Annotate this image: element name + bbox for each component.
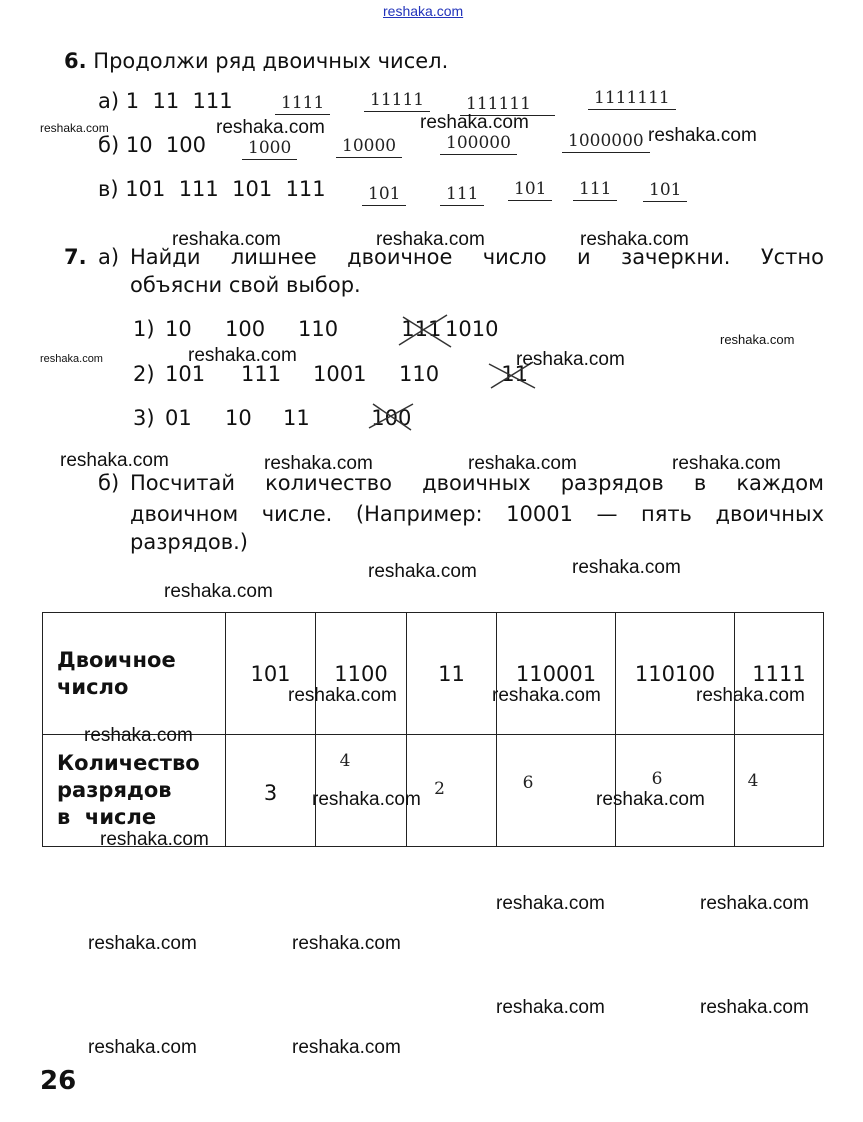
task-7a-text-line2: объясни свой выбор. xyxy=(130,273,361,297)
watermark: reshaka.com xyxy=(700,893,809,914)
row-3-label: 3) xyxy=(133,406,155,430)
watermark: reshaka.com xyxy=(264,453,373,474)
watermark: reshaka.com xyxy=(580,229,689,250)
task-7b-text-line2: двоичном числе. (Например: 10001 — пять двоичных xyxy=(130,502,824,526)
task-7-number: 7. xyxy=(64,245,87,269)
watermark: reshaka.com xyxy=(164,581,273,602)
row-2-item: 111 xyxy=(241,362,282,386)
row-3-item: 10 xyxy=(225,406,252,430)
watermark: reshaka.com xyxy=(292,933,401,954)
watermark: reshaka.com xyxy=(188,345,297,366)
row-2-item-crossed: 11 xyxy=(501,362,528,386)
row-2-label: 2) xyxy=(133,362,155,386)
watermark: reshaka.com xyxy=(496,893,605,914)
watermark: reshaka.com xyxy=(84,725,193,746)
table-row xyxy=(43,613,824,735)
answer-6v-4: 111 xyxy=(573,179,617,201)
binary-number-cell: 1111 xyxy=(735,613,824,735)
watermark: reshaka.com xyxy=(88,1037,197,1058)
task-6v-numbers: 101 111 101 111 xyxy=(125,177,326,201)
row-1-item: 110 xyxy=(298,317,339,341)
answer-6b-2: 10000 xyxy=(336,136,402,158)
row-header: Двоичное число xyxy=(43,613,226,735)
row-3-item: 11 xyxy=(283,406,310,430)
task-6-heading xyxy=(64,49,448,73)
digit-count-cell: 4 xyxy=(735,735,824,847)
watermark: reshaka.com xyxy=(700,997,809,1018)
cross-out-mark xyxy=(365,398,421,434)
watermark: reshaka.com xyxy=(172,229,281,250)
watermark: reshaka.com xyxy=(468,453,577,474)
digit-count-cell: 3 xyxy=(226,735,316,847)
watermark: reshaka.com xyxy=(596,789,705,810)
watermark: reshaka.com xyxy=(312,789,421,810)
task-7a-row-2 xyxy=(133,362,528,386)
watermark: reshaka.com xyxy=(60,450,169,471)
watermark: reshaka.com xyxy=(496,997,605,1018)
answer-6a-4: 1111111 xyxy=(588,88,676,110)
task-6a-label: а) xyxy=(98,89,120,113)
answer-6b-3: 100000 xyxy=(440,133,517,155)
answer-6v-3: 101 xyxy=(508,179,552,201)
answer-6v-5: 101 xyxy=(643,180,687,202)
row-1-item: 100 xyxy=(225,317,266,341)
binary-number-cell: 110100 xyxy=(616,613,735,735)
task-7b-label: б) xyxy=(98,471,120,495)
watermark: reshaka.com xyxy=(696,685,805,706)
task-6a-numbers: 1 11 111 xyxy=(125,89,233,113)
answer-6a-3: 111111 xyxy=(460,94,555,116)
watermark: reshaka.com xyxy=(216,117,325,138)
task-6v-label: в) xyxy=(98,177,119,201)
site-link[interactable]: reshaka.com xyxy=(383,3,464,19)
answer-6b-4: 1000000 xyxy=(562,131,650,153)
task-6b-given xyxy=(98,133,206,157)
watermark: reshaka.com xyxy=(40,353,103,365)
watermark: reshaka.com xyxy=(292,1037,401,1058)
row-1-item-crossed: 111 xyxy=(401,317,441,341)
row-1-item: 1010 xyxy=(445,317,499,341)
task-6b-numbers: 10 100 xyxy=(125,133,206,157)
task-7b-text-line1: Посчитай количество двоичных разрядов в каждом xyxy=(130,471,824,495)
watermark: reshaka.com xyxy=(672,453,781,474)
task-6v-given xyxy=(98,177,326,201)
task-6-number: 6. xyxy=(64,49,87,73)
task-7a-row-3 xyxy=(133,406,412,430)
watermark: reshaka.com xyxy=(288,685,397,706)
binary-number-cell: 11 xyxy=(407,613,497,735)
task-6b-label: б) xyxy=(98,133,120,157)
watermark: reshaka.com xyxy=(492,685,601,706)
digit-count-cell: 6 xyxy=(497,735,616,847)
watermark: reshaka.com xyxy=(368,561,477,582)
row-2-item: 110 xyxy=(399,362,440,386)
watermark: reshaka.com xyxy=(516,349,625,370)
watermark: reshaka.com xyxy=(376,229,485,250)
answer-6v-2: 111 xyxy=(440,184,484,206)
task-6-title: Продолжи ряд двоичных чисел. xyxy=(93,49,449,73)
row-3-item-crossed: 100 xyxy=(371,406,411,430)
binary-number-cell: 110001 xyxy=(497,613,616,735)
binary-number-cell: 101 xyxy=(226,613,316,735)
answer-6a-1: 1111 xyxy=(275,93,330,115)
row-3-item: 01 xyxy=(165,406,192,430)
task-7b-text-line3: разрядов.) xyxy=(130,530,248,554)
digit-count-cell: 6 xyxy=(616,735,735,847)
row-1-label: 1) xyxy=(133,317,155,341)
watermark: reshaka.com xyxy=(648,125,757,146)
watermark: reshaka.com xyxy=(420,112,529,133)
watermark: reshaka.com xyxy=(88,933,197,954)
watermark: reshaka.com xyxy=(572,557,681,578)
answer-6b-1: 1000 xyxy=(242,138,297,160)
task-6a-given xyxy=(98,89,233,113)
answer-6v-1: 101 xyxy=(362,184,406,206)
answer-6a-2: 11111 xyxy=(364,90,430,112)
row-1-item: 10 xyxy=(165,317,192,341)
row-header: Количество разрядов в числе xyxy=(43,735,226,847)
page-number: 26 xyxy=(40,1066,77,1096)
watermark: reshaka.com xyxy=(40,121,109,135)
row-2-item: 1001 xyxy=(313,362,367,386)
digit-count-cell: 2 xyxy=(407,735,497,847)
task-7a-row-1 xyxy=(133,317,499,341)
watermark: reshaka.com xyxy=(720,332,795,347)
task-7a-label: а) xyxy=(98,245,120,269)
digit-count-cell: 4 xyxy=(316,735,407,847)
row-2-item: 101 xyxy=(165,362,206,386)
binary-number-cell: 1100 xyxy=(316,613,407,735)
task-7a-text-line1: Найди лишнее двоичное число и зачеркни. Устно xyxy=(130,245,824,269)
watermark: reshaka.com xyxy=(100,829,209,850)
